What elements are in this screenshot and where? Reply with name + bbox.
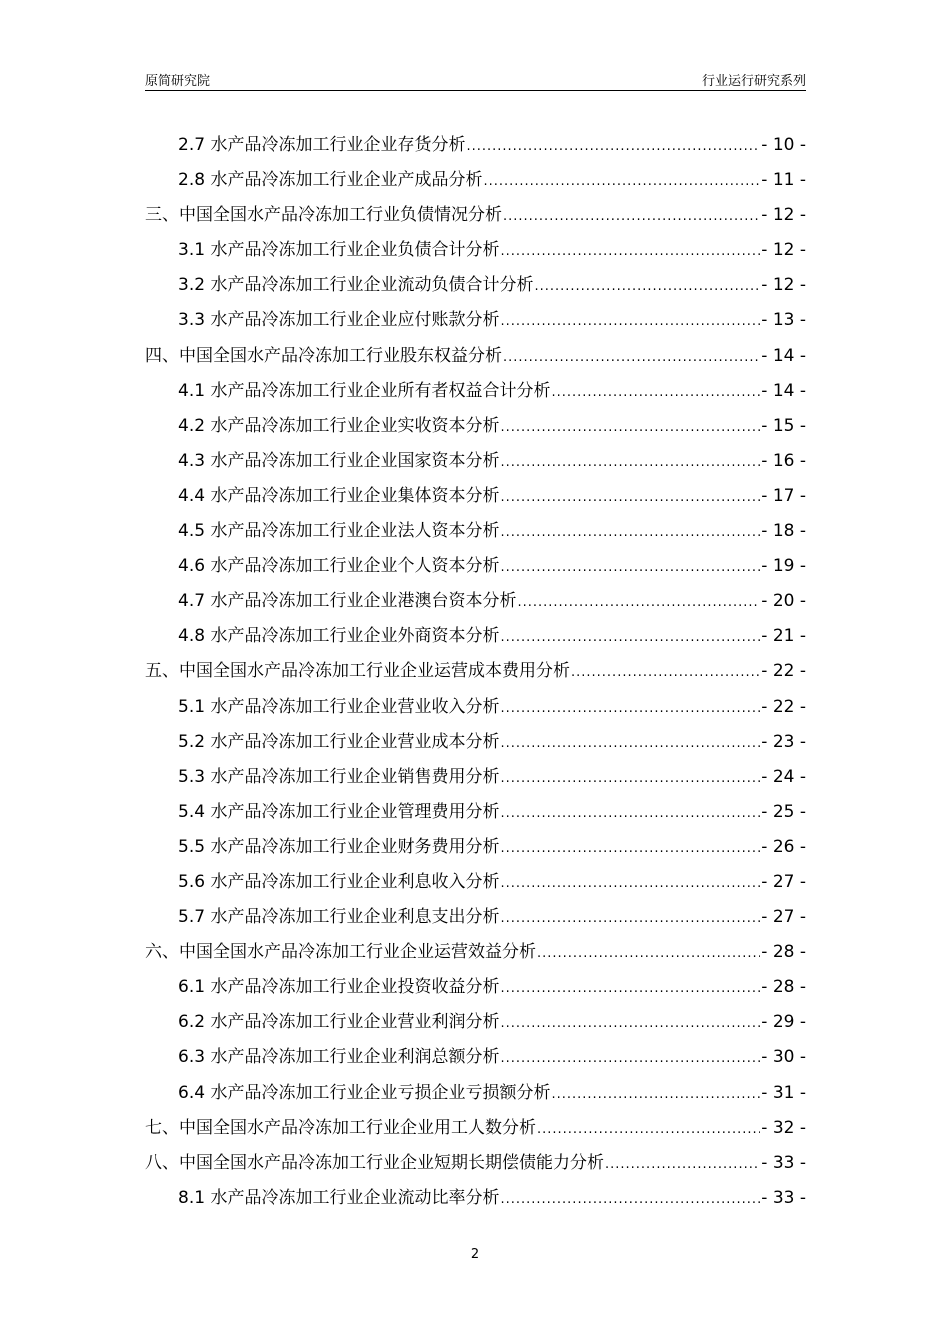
toc-entry[interactable]	[145, 728, 806, 763]
toc-entry[interactable]	[145, 412, 806, 447]
toc-entry-title: 七、中国全国水产品冷冻加工行业企业用工人数分析	[145, 1117, 536, 1138]
toc-entry-page: - 31 -	[761, 1082, 806, 1103]
toc-dot-leader	[500, 905, 760, 933]
toc-dot-leader	[500, 730, 760, 758]
toc-dot-leader	[500, 1186, 760, 1214]
toc-entry-page: - 18 -	[761, 521, 806, 542]
toc-dot-leader	[500, 975, 760, 1003]
toc-entry[interactable]	[145, 377, 806, 412]
toc-entry[interactable]	[145, 798, 806, 833]
toc-entry-title: 4.7 水产品冷冻加工行业企业港澳台资本分析	[178, 591, 517, 612]
toc-entry-title: 8.1 水产品冷冻加工行业企业流动比率分析	[178, 1187, 500, 1208]
toc-entry-title: 八、中国全国水产品冷冻加工行业企业短期长期偿债能力分析	[145, 1152, 604, 1173]
toc-entry-title: 3.1 水产品冷冻加工行业企业负债合计分析	[178, 240, 500, 261]
toc-entry[interactable]	[145, 131, 806, 166]
toc-entry[interactable]	[145, 973, 806, 1008]
toc-dot-leader	[500, 695, 760, 723]
toc-entry[interactable]	[145, 1008, 806, 1043]
toc-entry-page: - 12 -	[761, 205, 806, 226]
toc-entry-title: 4.3 水产品冷冻加工行业企业国家资本分析	[178, 450, 500, 471]
toc-entry[interactable]	[145, 1184, 806, 1219]
toc-entry[interactable]	[145, 657, 806, 692]
toc-entry-page: - 14 -	[761, 380, 806, 401]
toc-entry[interactable]	[145, 1114, 806, 1149]
toc-entry-title: 4.6 水产品冷冻加工行业企业个人资本分析	[178, 556, 500, 577]
toc-entry-title: 5.7 水产品冷冻加工行业企业利息支出分析	[178, 907, 500, 928]
toc-dot-leader	[500, 870, 760, 898]
toc-entry-title: 2.8 水产品冷冻加工行业企业产成品分析	[178, 170, 483, 191]
page-header	[145, 70, 806, 91]
toc-entry-title: 5.2 水产品冷冻加工行业企业营业成本分析	[178, 731, 500, 752]
toc-entry-page: - 28 -	[761, 942, 806, 963]
toc-entry-page: - 33 -	[761, 1187, 806, 1208]
toc-entry[interactable]	[145, 622, 806, 657]
toc-dot-leader	[500, 800, 760, 828]
toc-entry[interactable]	[145, 201, 806, 236]
toc-entry-title: 3.2 水产品冷冻加工行业企业流动负债合计分析	[178, 275, 534, 296]
toc-entry-title: 4.1 水产品冷冻加工行业企业所有者权益合计分析	[178, 380, 551, 401]
toc-entry-page: - 17 -	[761, 485, 806, 506]
toc-entry-title: 4.5 水产品冷冻加工行业企业法人资本分析	[178, 521, 500, 542]
toc-entry[interactable]	[145, 482, 806, 517]
toc-entry-page: - 22 -	[761, 661, 806, 682]
toc-entry-page: - 30 -	[761, 1047, 806, 1068]
toc-entry-page: - 26 -	[761, 836, 806, 857]
toc-dot-leader	[500, 238, 760, 266]
toc-entry-page: - 11 -	[761, 170, 806, 191]
toc-entry-page: - 15 -	[761, 415, 806, 436]
toc-entry-page: - 13 -	[761, 310, 806, 331]
toc-dot-leader	[571, 659, 760, 687]
toc-dot-leader	[500, 835, 760, 863]
toc-entry[interactable]	[145, 763, 806, 798]
toc-entry[interactable]	[145, 938, 806, 973]
toc-entry-page: - 24 -	[761, 766, 806, 787]
toc-entry-title: 6.2 水产品冷冻加工行业企业营业利润分析	[178, 1012, 500, 1033]
toc-dot-leader	[500, 554, 760, 582]
toc-dot-leader	[605, 1151, 760, 1179]
toc-entry-page: - 28 -	[761, 977, 806, 998]
toc-entry[interactable]	[145, 1043, 806, 1078]
toc-entry-page: - 12 -	[761, 240, 806, 261]
toc-entry-title: 4.2 水产品冷冻加工行业企业实收资本分析	[178, 415, 500, 436]
toc-entry[interactable]	[145, 342, 806, 377]
toc-entry-page: - 20 -	[761, 591, 806, 612]
toc-dot-leader	[500, 308, 760, 336]
toc-entry-title: 4.4 水产品冷冻加工行业企业集体资本分析	[178, 485, 500, 506]
toc-entry-page: - 27 -	[761, 907, 806, 928]
toc-dot-leader	[537, 1116, 760, 1144]
toc-entry-page: - 32 -	[761, 1117, 806, 1138]
toc-entry-page: - 22 -	[761, 696, 806, 717]
toc-dot-leader	[466, 133, 760, 161]
toc-dot-leader	[500, 624, 760, 652]
toc-entry-page: - 33 -	[761, 1152, 806, 1173]
toc-dot-leader	[500, 449, 760, 477]
toc-entry[interactable]	[145, 903, 806, 938]
toc-entry-title: 5.1 水产品冷冻加工行业企业营业收入分析	[178, 696, 500, 717]
toc-entry-page: - 14 -	[761, 345, 806, 366]
toc-entry-title: 5.6 水产品冷冻加工行业企业利息收入分析	[178, 871, 500, 892]
toc-entry-title: 六、中国全国水产品冷冻加工行业企业运营效益分析	[145, 942, 536, 963]
toc-entry[interactable]	[145, 236, 806, 271]
page-number: 2	[470, 1247, 480, 1262]
toc-entry[interactable]	[145, 552, 806, 587]
toc-entry[interactable]	[145, 693, 806, 728]
toc-entry[interactable]	[145, 868, 806, 903]
toc-entry-title: 五、中国全国水产品冷冻加工行业企业运营成本费用分析	[145, 661, 570, 682]
toc-dot-leader	[517, 589, 760, 617]
toc-entry[interactable]	[145, 447, 806, 482]
toc-entry[interactable]	[145, 517, 806, 552]
toc-dot-leader	[551, 379, 760, 407]
toc-entry-page: - 10 -	[761, 135, 806, 155]
toc-dot-leader	[500, 519, 760, 547]
toc-dot-leader	[500, 484, 760, 512]
toc-entry-title: 6.4 水产品冷冻加工行业企业亏损企业亏损额分析	[178, 1082, 551, 1103]
toc-dot-leader	[483, 168, 760, 196]
toc-entry-page: - 27 -	[761, 871, 806, 892]
toc-entry-title: 5.5 水产品冷冻加工行业企业财务费用分析	[178, 836, 500, 857]
toc-entry-title: 四、中国全国水产品冷冻加工行业股东权益分析	[145, 345, 502, 366]
toc-dot-leader	[500, 1045, 760, 1073]
toc-dot-leader	[503, 203, 760, 231]
toc-entry-title: 3.3 水产品冷冻加工行业企业应付账款分析	[178, 310, 500, 331]
toc-entry-page: - 23 -	[761, 731, 806, 752]
toc-dot-leader	[500, 414, 760, 442]
toc-entry[interactable]	[145, 587, 806, 622]
toc-entry[interactable]	[145, 1079, 806, 1114]
toc-entry[interactable]	[145, 1149, 806, 1184]
toc-entry[interactable]	[145, 833, 806, 868]
toc-entry-title: 4.8 水产品冷冻加工行业企业外商资本分析	[178, 626, 500, 647]
header-org-name: 原简研究院	[145, 74, 211, 89]
toc-entry-page: - 16 -	[761, 450, 806, 471]
toc-dot-leader	[500, 1010, 760, 1038]
toc-entry-page: - 12 -	[761, 275, 806, 296]
toc-dot-leader	[534, 273, 760, 301]
toc-entry-title: 5.3 水产品冷冻加工行业企业销售费用分析	[178, 766, 500, 787]
toc-entry-title: 2.7 水产品冷冻加工行业企业存货分析	[178, 135, 466, 155]
toc-dot-leader	[551, 1081, 760, 1109]
table-of-contents	[145, 131, 806, 1219]
toc-entry-title: 5.4 水产品冷冻加工行业企业管理费用分析	[178, 801, 500, 822]
toc-entry[interactable]	[145, 166, 806, 201]
toc-entry-page: - 25 -	[761, 801, 806, 822]
toc-dot-leader	[500, 765, 760, 793]
header-series-name: 行业运行研究系列	[701, 74, 806, 89]
toc-entry[interactable]	[145, 306, 806, 341]
toc-entry-title: 6.3 水产品冷冻加工行业企业利润总额分析	[178, 1047, 500, 1068]
toc-entry[interactable]	[145, 271, 806, 306]
toc-entry-page: - 19 -	[761, 556, 806, 577]
toc-entry-title: 三、中国全国水产品冷冻加工行业负债情况分析	[145, 205, 502, 226]
toc-entry-title: 6.1 水产品冷冻加工行业企业投资收益分析	[178, 977, 500, 998]
toc-dot-leader	[537, 940, 760, 968]
toc-entry-page: - 21 -	[761, 626, 806, 647]
toc-entry-page: - 29 -	[761, 1012, 806, 1033]
toc-dot-leader	[503, 344, 760, 372]
